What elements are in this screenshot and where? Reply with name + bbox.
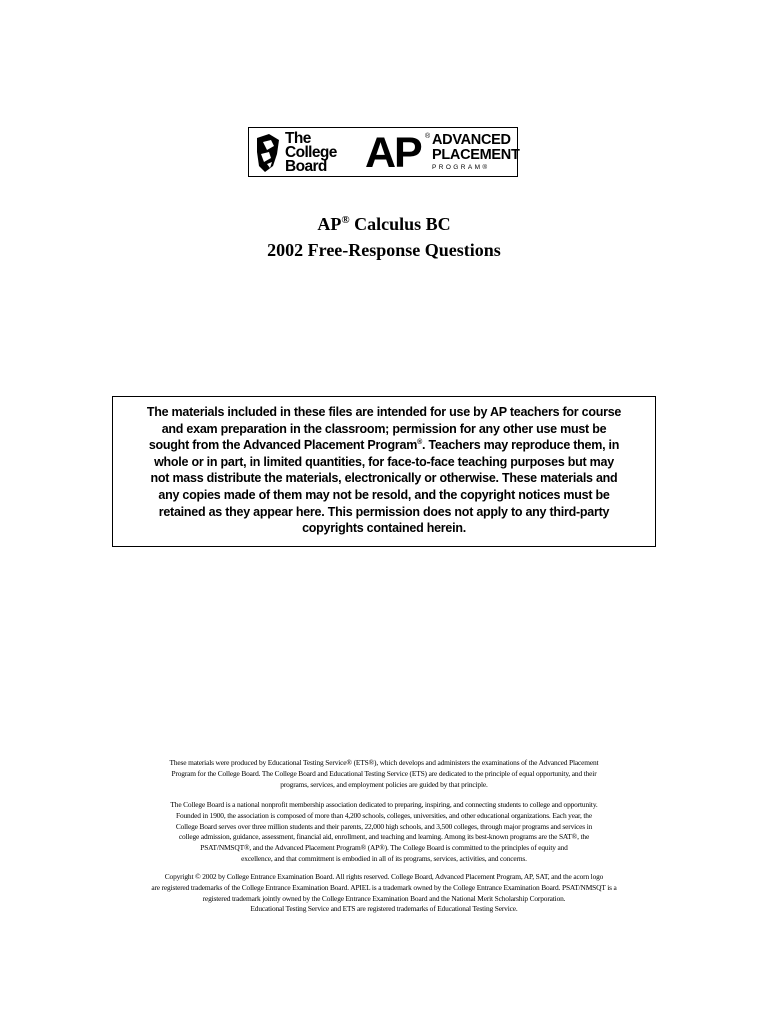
fine-line: excellence, and that commitment is embodied in all of its programs, services, activities, and concerns. [241,853,527,863]
notice-line: whole or in part, in limited quantities, for face-to-face teaching purposes but may [154,454,614,469]
college-board-about-paragraph [0,800,768,865]
notice-text: . Teachers may reproduce them, in [422,438,620,453]
notice-line: not mass distribute the materials, electronically or otherwise. These materials and [150,471,618,486]
fine-line: Founded in 1900, the association is composed of more than 4,200 schools, colleges, universities, and other educational organizations. Each year, the [176,810,592,820]
cb-word-3: Board [285,158,327,175]
notice-line: any copies made of them may not be resold, and the copyright notices must be [158,487,610,502]
ap-word-advanced: ADVANCED [432,132,511,148]
fine-line: College Board serves over three million students and their parents, 22,000 high schools, and 3,500 colleges, through major programs and services in [175,821,593,831]
fine-line: registered trademark jointly owned by the College Entrance Examination Board and the National Merit Scholarship Corporation. [202,893,566,903]
ap-letters: AP [365,129,421,177]
college-board-ap-logo [248,127,518,177]
notice-line: copyrights contained herein. [302,521,466,536]
title-subject: Calculus BC [349,214,451,234]
fine-line: Educational Testing Service and ETS are registered trademarks of Educational Testing Service. [250,904,518,914]
title-reg-mark: ® [341,214,350,226]
fine-line: These materials were produced by Educational Testing Service® (ETS®), which develops and administers the examinations of the Advanced Placement [169,758,599,767]
notice-line [131,437,637,454]
ap-word-program: PROGRAM® [432,164,490,171]
fine-line: Copyright © 2002 by College Entrance Examination Board. All rights reserved. College Board, Advanced Placement Program, AP, SAT, and the acorn logo [164,872,604,881]
document-title [0,214,768,235]
copyright-paragraph [0,872,768,915]
title-ap: AP [317,214,342,234]
notice-line: retained as they appear here. This permission does not apply to any third-party [158,504,610,519]
fine-line: The College Board is a national nonprofit membership association dedicated to preparing, inspiring, and connecting students to college and opportunity. [170,800,598,809]
fine-line: Program for the College Board. The College Board and Educational Testing Service (ETS) are dedicated to the principle of equal opportunity, and their [171,768,597,778]
ap-program-wordmark [432,133,520,172]
notice-line: and exam preparation in the classroom; permission for any other use must be [161,421,607,436]
college-board-wordmark [285,132,337,174]
usage-notice-box [112,396,656,547]
fine-line: are registered trademarks of the College Entrance Examination Board. APIEL is a trademark owned by the College Entrance Examination Board. PSAT/NMSQT is a [151,882,617,892]
notice-line: The materials included in these files are intended for use by AP teachers for course [146,405,622,419]
acorn-logo-icon [255,132,281,174]
cb-word-1: The [285,130,311,147]
notice-reg-mark: ® [417,439,423,447]
notice-text: sought from the Advanced Placement Program [148,438,418,453]
ets-production-paragraph [0,758,768,790]
cb-word-2: College [285,144,337,161]
document-subtitle: 2002 Free-Response Questions [267,240,501,260]
ap-word-placement: PLACEMENT [432,147,520,163]
fine-line: PSAT/NMSQT®, and the Advanced Placement Program® (AP®). The College Board is committed to the principles of equity and [200,843,568,853]
fine-line: programs, services, and employment policies are guided by that principle. [280,779,488,789]
ap-registered-mark: ® [425,133,431,140]
fine-line: college admission, guidance, assessment, financial aid, enrollment, and teaching and learning. Among its best-known programs are the SAT®, the [178,832,590,842]
